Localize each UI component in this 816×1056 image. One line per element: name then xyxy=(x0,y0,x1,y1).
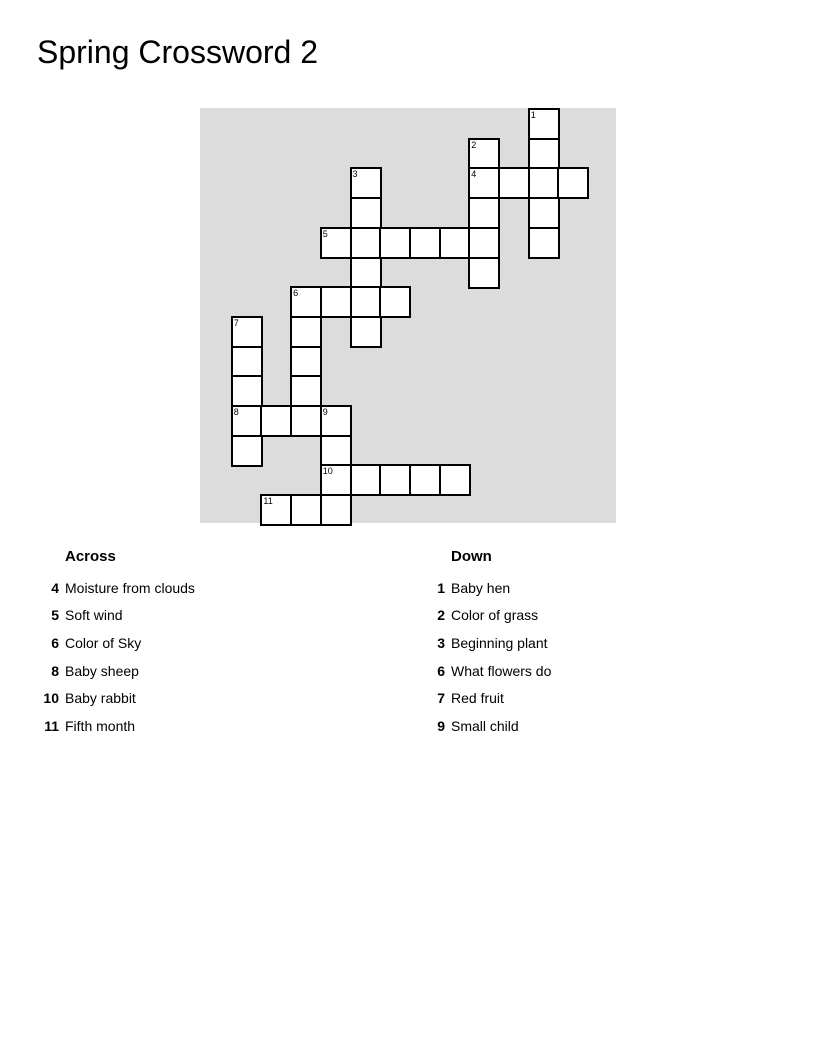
across-clue xyxy=(35,574,375,602)
clue-text: Color of grass xyxy=(451,607,539,624)
grid-cell[interactable] xyxy=(350,257,382,289)
down-clue xyxy=(421,602,761,630)
cell-number: 10 xyxy=(322,466,333,477)
cell-number: 4 xyxy=(471,169,477,180)
down-clue xyxy=(421,684,761,712)
grid-cell[interactable] xyxy=(468,197,500,229)
grid-cell[interactable] xyxy=(528,227,560,259)
down-clue xyxy=(421,574,761,602)
grid-cell[interactable] xyxy=(439,227,471,259)
grid-cell[interactable] xyxy=(290,494,322,526)
page-title: Spring Crossword 2 xyxy=(37,34,318,70)
clue-number: 7 xyxy=(437,690,445,707)
cell-number: 6 xyxy=(293,288,299,299)
clue-number: 6 xyxy=(51,634,59,651)
grid-cell[interactable] xyxy=(350,464,382,496)
grid-cell[interactable] xyxy=(290,346,322,378)
grid-cell[interactable] xyxy=(468,227,500,259)
clue-text: Beginning plant xyxy=(451,634,548,651)
grid-cell[interactable] xyxy=(290,375,322,407)
grid-cell[interactable] xyxy=(528,197,560,229)
grid-cell[interactable] xyxy=(231,346,263,378)
grid-cell[interactable] xyxy=(231,375,263,407)
grid-cell[interactable] xyxy=(468,138,500,170)
grid-cell[interactable] xyxy=(231,316,263,348)
grid-cell[interactable] xyxy=(409,464,441,496)
grid-cell[interactable] xyxy=(350,227,382,259)
down-clue xyxy=(421,657,761,685)
clue-number: 6 xyxy=(437,662,445,679)
grid-cell[interactable] xyxy=(468,167,500,199)
grid-cell[interactable] xyxy=(439,464,471,496)
clue-text: Baby hen xyxy=(451,579,511,596)
grid-cell[interactable] xyxy=(350,316,382,348)
across-clue-list xyxy=(35,574,375,740)
grid-cell[interactable] xyxy=(350,197,382,229)
cell-number: 3 xyxy=(352,169,358,180)
grid-cell[interactable] xyxy=(409,227,441,259)
grid-cell[interactable] xyxy=(528,138,560,170)
grid-cell[interactable] xyxy=(320,494,352,526)
across-clue xyxy=(35,657,375,685)
grid-cell[interactable] xyxy=(350,167,382,199)
crossword-grid xyxy=(200,108,616,523)
across-clue xyxy=(35,684,375,712)
cell-number: 7 xyxy=(233,317,239,328)
grid-cell[interactable] xyxy=(260,405,292,437)
grid-cell[interactable] xyxy=(528,108,560,140)
cell-number: 9 xyxy=(322,407,328,417)
grid-cell[interactable] xyxy=(379,227,411,259)
down-heading: Down xyxy=(451,548,492,565)
across-clue xyxy=(35,629,375,657)
grid-cell[interactable] xyxy=(379,286,411,318)
clue-text: Moisture from clouds xyxy=(65,579,195,596)
grid-cell[interactable] xyxy=(468,257,500,289)
clue-number: 10 xyxy=(43,690,59,707)
down-clue-list xyxy=(421,574,761,740)
cell-number: 2 xyxy=(471,139,477,150)
grid-cell[interactable] xyxy=(350,286,382,318)
clue-text: What flowers do xyxy=(451,662,552,679)
cell-number: 11 xyxy=(263,496,273,507)
clue-text: Soft wind xyxy=(65,607,123,624)
grid-cell[interactable] xyxy=(379,464,411,496)
grid-cell[interactable] xyxy=(320,435,352,467)
cell-number: 5 xyxy=(322,228,328,239)
clue-text: Baby rabbit xyxy=(65,690,136,707)
across-heading: Across xyxy=(65,548,116,565)
grid-cell[interactable] xyxy=(528,167,560,199)
clue-text: Baby sheep xyxy=(65,662,139,679)
clue-number: 9 xyxy=(437,717,445,734)
clue-number: 5 xyxy=(51,607,59,624)
clue-text: Fifth month xyxy=(65,717,136,734)
grid-cell[interactable] xyxy=(320,286,352,318)
grid-cell[interactable] xyxy=(290,405,322,437)
clue-number: 3 xyxy=(437,634,445,651)
clue-number: 8 xyxy=(51,662,59,679)
clue-number: 11 xyxy=(44,717,59,734)
clue-number: 2 xyxy=(437,607,445,624)
clue-text: Color of Sky xyxy=(65,634,142,651)
cell-number: 1 xyxy=(530,110,536,120)
down-clue xyxy=(421,712,761,740)
down-clue xyxy=(421,629,761,657)
clue-number: 4 xyxy=(51,579,59,596)
grid-cell[interactable] xyxy=(290,316,322,348)
grid-cell[interactable] xyxy=(320,405,352,437)
grid-cell[interactable] xyxy=(557,167,589,199)
clue-number: 1 xyxy=(437,579,445,596)
grid-cell[interactable] xyxy=(231,405,263,437)
across-clue xyxy=(35,602,375,630)
grid-cell[interactable] xyxy=(498,167,530,199)
grid-cell[interactable] xyxy=(231,435,263,467)
clue-text: Small child xyxy=(451,717,519,734)
clue-text: Red fruit xyxy=(451,690,504,707)
across-clue xyxy=(35,712,375,740)
grid-cell[interactable] xyxy=(290,286,322,318)
grid-cell[interactable] xyxy=(320,227,352,259)
cell-number: 8 xyxy=(233,407,239,417)
grid-cell[interactable] xyxy=(320,464,352,496)
grid-cell[interactable] xyxy=(260,494,292,526)
